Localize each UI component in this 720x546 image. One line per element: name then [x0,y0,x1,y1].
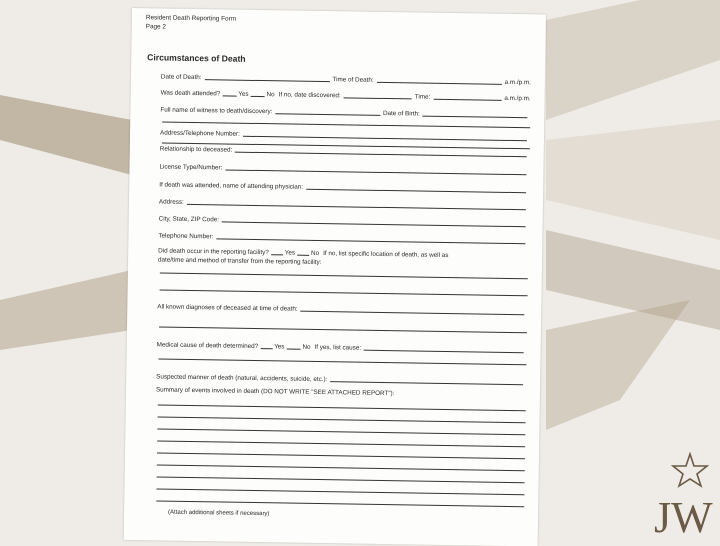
summary-line[interactable] [157,428,525,435]
if-no-location-label-2: date/time and method of transfer from the reporting facility: [157,256,322,267]
time-of-death-label: Time of Death: [332,76,374,84]
mc-yes-label: Yes [274,343,285,351]
if-yes-cause-label: If yes, list cause: [314,343,362,352]
section-title: Circumstances of Death [147,52,246,64]
date-discovered-field[interactable] [344,97,412,99]
logo-text: JW [654,493,713,538]
summary-line[interactable] [157,452,525,459]
mc-no-label: No [302,343,311,351]
summary-line[interactable] [156,500,524,507]
witness-name-field[interactable] [275,113,380,116]
ampm-label: a.m./p.m. [504,78,531,87]
city-state-zip-field[interactable] [222,221,526,227]
row-attended [161,84,531,102]
row-physician [159,176,529,194]
witness-name-label: Full name of witness to death/discovery: [160,106,273,116]
suspected-manner-label: Suspected manner of death (natural, accidents, suicide, etc.): [156,373,328,384]
row-city [159,210,529,228]
form-header-page: Page 2 [145,23,167,31]
row-license [159,158,529,176]
city-state-zip-label: City, State, ZIP Code: [158,215,220,224]
license-field[interactable] [225,169,526,175]
row-witness [160,101,530,119]
date-of-birth-label: Date of Birth: [382,109,420,118]
summary-line[interactable] [158,416,526,423]
summary-line[interactable] [156,488,524,495]
occur-yes-label: Yes [284,249,296,257]
form-page [124,8,546,546]
summary-line[interactable] [157,464,525,471]
mc-no-blank[interactable] [286,348,300,349]
occur-no-label: No [311,249,320,257]
location-line-2[interactable] [160,289,528,296]
diagnoses-label: All known diagnoses of deceased at time of death: [157,303,298,313]
attended-yes-label: Yes [238,90,249,98]
cause-line-2[interactable] [158,358,526,365]
did-occur-label: Did death occur in the reporting facility? [158,247,269,257]
star-icon [650,452,716,538]
row-relationship [160,140,530,158]
address-phone-label: Address/Telephone Number: [159,129,240,138]
ampm2-label: a.m./p.m. [504,94,531,103]
date-of-death-label: Date of Death: [160,73,202,82]
row-medical-cause [157,336,527,354]
row-date-time [161,68,531,86]
attended-yes-blank[interactable] [222,95,236,96]
was-attended-label: Was death attended? [160,89,221,98]
physician-field[interactable] [306,189,526,193]
date-of-birth-field[interactable] [423,116,528,119]
time-of-death-field[interactable] [377,82,502,85]
if-attended-label: If death was attended, name of attending physician: [159,181,304,191]
medical-cause-label: Medical cause of death determined? [156,341,259,351]
attended-no-label: No [266,91,275,99]
summary-label: Summary of events involved in death (DO NOT WRITE "SEE ATTACHED REPORT"): [155,386,395,398]
mc-yes-blank[interactable] [260,348,272,349]
summary-line[interactable] [157,476,525,483]
jw-logo [650,452,716,543]
location-line-1[interactable] [160,272,528,279]
if-no-location-label: If no, list specific location of death, as well as [323,250,449,260]
address-field[interactable] [187,204,526,210]
attended-no-blank[interactable] [251,96,265,97]
diagnoses-field[interactable] [301,311,525,316]
time-label: Time: [414,93,431,101]
address-label: Address: [158,198,184,206]
row-address [159,193,529,211]
cause-field[interactable] [364,350,524,354]
attach-note: (Attach additional sheets if necessary) [168,509,270,518]
time-discovered-field[interactable] [433,99,501,101]
diagnoses-line-2[interactable] [159,326,527,333]
row-diagnoses [157,298,527,316]
relationship-label: Relationship to deceased: [159,145,233,154]
telephone-label: Telephone Number: [158,232,214,241]
date-of-death-field[interactable] [204,79,329,82]
summary-line[interactable] [157,440,525,447]
relationship-field[interactable] [235,152,527,158]
license-label: License Type/Number: [159,163,223,172]
address-phone-field[interactable] [243,136,527,141]
if-no-date-label: If no, date discovered: [278,91,341,100]
summary-line[interactable] [158,404,526,411]
form-header-title: Resident Death Reporting Form [145,14,237,23]
